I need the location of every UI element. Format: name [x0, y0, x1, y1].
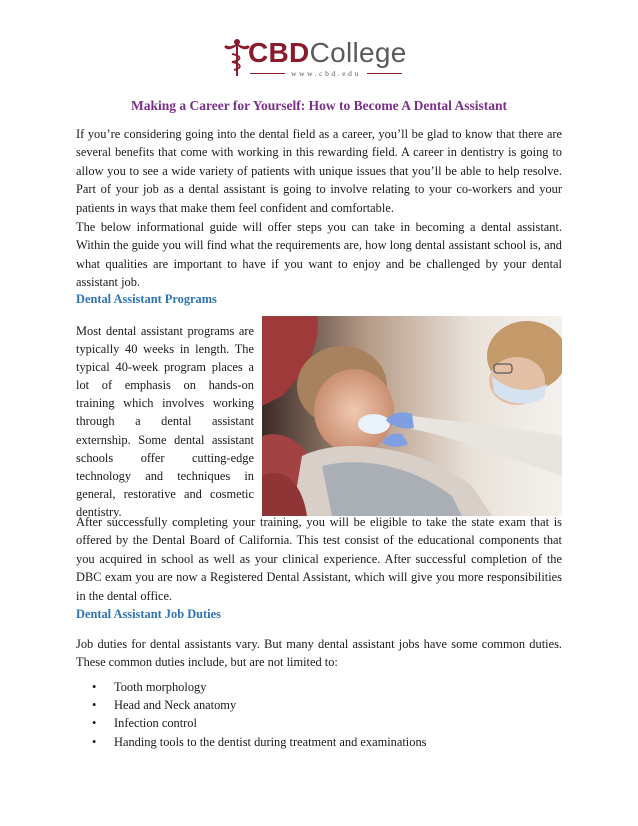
- logo-url-line: [250, 69, 402, 78]
- logo-rule-right: [367, 73, 402, 74]
- cbd-college-logo: [222, 36, 412, 82]
- logo-brand-rest: College: [309, 37, 407, 68]
- logo-brand-bold: CBD: [248, 37, 310, 68]
- logo-rule-left: [250, 73, 285, 74]
- dental-exam-photo: [262, 316, 562, 516]
- bullet-text: Head and Neck anatomy: [114, 698, 237, 713]
- guide-paragraph: The below informational guide will offer steps you can take in becoming a dental assistant. Within the guide you will find what the requirements are, how long dental assistant school is, and what qualities are important to have if you want to enjoy and be challenged by your dental assistant job.: [76, 220, 562, 290]
- document-title: Making a Career for Yourself: How to Become A Dental Assistant: [131, 98, 507, 113]
- list-item: [92, 714, 426, 732]
- bullet-icon: •: [92, 716, 97, 731]
- list-item: [92, 678, 426, 696]
- duties-paragraph: Job duties for dental assistants vary. But many dental assistant jobs have some common duties. These common duties include, but are not limited to:: [76, 637, 562, 670]
- intro-paragraph: If you’re considering going into the dental field as a career, you’ll be glad to know that there are several benefits that come with working in this rewarding field. A career in dentistry is going to allow you to see a wide variety of patients with unique issues that you’ll be able to help resolve. Part of your job as a dental assistant is going to involve relating to your co-workers and your patients in ways that make them feel confident and comfortable.: [76, 127, 562, 215]
- bullet-text: Infection control: [114, 716, 197, 731]
- bullet-icon: •: [92, 680, 97, 694]
- bullet-icon: •: [92, 698, 97, 713]
- logo-url-text: www.cbd.edu: [291, 69, 361, 78]
- programs-heading: Dental Assistant Programs: [76, 292, 217, 306]
- list-item: [92, 733, 426, 751]
- duties-heading: Dental Assistant Job Duties: [76, 607, 221, 621]
- list-item: [92, 696, 426, 714]
- logo-wordmark: [248, 36, 407, 70]
- bullet-icon: •: [92, 734, 97, 749]
- programs-paragraph: Most dental assistant programs are typically 40 weeks in length. The typical 40-week program places a lot of emphasis on hands-on training which involves working through a dental assistant externship. Some dental assistant schools offer cutting-edge technology and techniques in general, restorative and cosmetic dentistry.: [76, 324, 254, 519]
- duties-bullet-list: [92, 678, 426, 751]
- bullet-text: Handing tools to the dentist during treatment and examinations: [114, 734, 427, 749]
- after-training-paragraph: After successfully completing your training, you will be eligible to take the state exam that is offered by the Dental Board of California. This test consist of the educational components that you acquired in school as well as your clinical experience. After successful completion of the DBC exam you are now a Registered Dental Assistant, which will give you more responsibilities in the dental office.: [76, 515, 562, 603]
- dental-exam-illustration: [262, 316, 562, 516]
- bullet-text: Tooth morphology: [114, 680, 207, 694]
